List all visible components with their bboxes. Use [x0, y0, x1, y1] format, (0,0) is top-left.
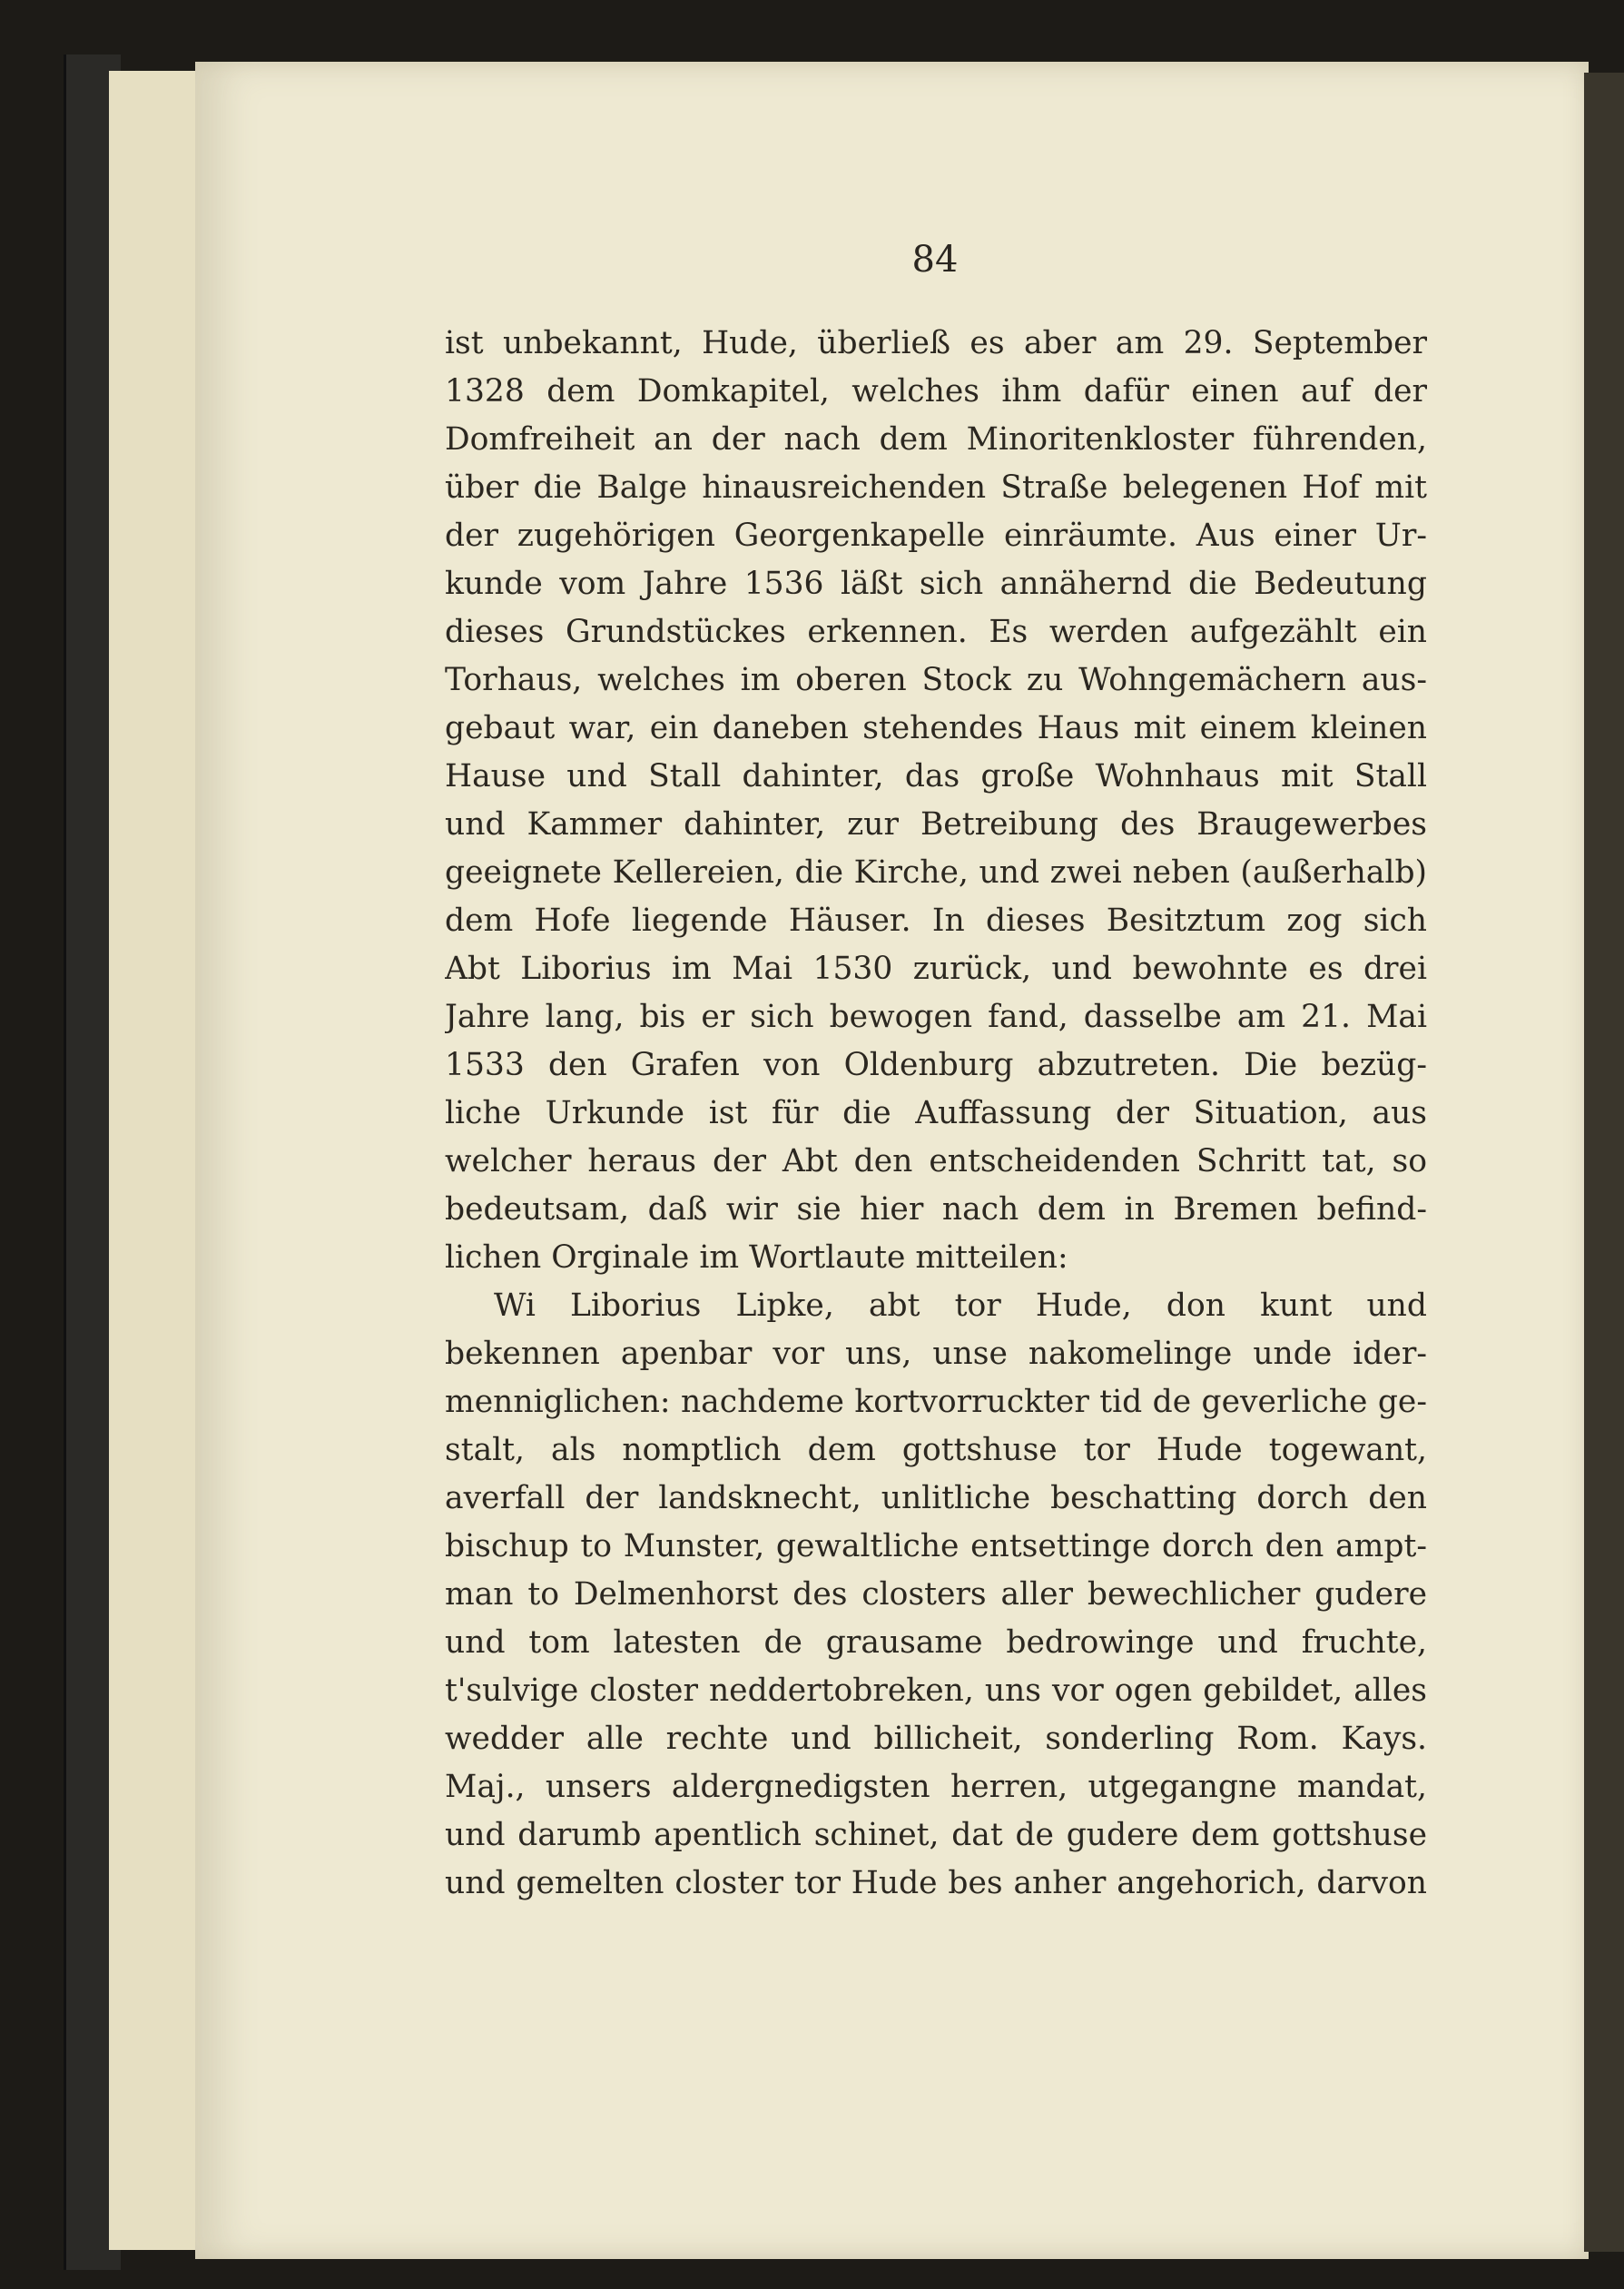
text-line: lichen Orginale im Wortlaute mitteilen: — [445, 1239, 1068, 1276]
text-line: wedder alle rechte und billicheit, sonderling Rom. Kays. — [445, 1721, 1427, 1757]
text-line: und darumb apentlich schinet, dat de gudere dem gottshuse — [445, 1817, 1427, 1853]
text-line: Domfreiheit an der nach dem Minoritenkloster führenden, — [445, 421, 1427, 458]
book-right-rim — [1584, 73, 1624, 2252]
body-text — [445, 320, 1427, 1908]
page-edge — [172, 71, 196, 2250]
text-line: Jahre lang, bis er sich bewogen fand, dasselbe am 21. Mai — [445, 999, 1427, 1035]
text-line: 1533 den Grafen von Oldenburg abzutreten. Die bezüg- — [445, 1047, 1427, 1083]
text-line: der zugehörigen Georgenkapelle einräumte. Aus einer Ur- — [445, 518, 1427, 554]
text-line: Hause und Stall dahinter, das große Wohnhaus mit Stall — [445, 758, 1427, 794]
text-line: gebaut war, ein daneben stehendes Haus mit einem kleinen — [445, 710, 1427, 746]
page-number: 84 — [911, 239, 959, 281]
text-line: man to Delmenhorst des closters aller bewechlicher gudere — [445, 1576, 1427, 1613]
text-line: liche Urkunde ist für die Auffassung der Situation, aus — [445, 1095, 1427, 1131]
text-line: dieses Grundstückes erkennen. Es werden aufgezählt ein — [445, 614, 1427, 650]
text-line: und gemelten closter tor Hude bes anher angehorich, darvon — [445, 1865, 1427, 1901]
text-line: t'sulvige closter neddertobreken, uns vor ogen gebildet, alles — [445, 1672, 1427, 1709]
text-line: Torhaus, welches im oberen Stock zu Wohngemächern aus- — [445, 662, 1427, 698]
text-line: geeignete Kellereien, die Kirche, und zwei neben (außerhalb) — [445, 854, 1427, 891]
text-line: bedeutsam, daß wir sie hier nach dem in Bremen befind- — [445, 1191, 1427, 1228]
text-line: welcher heraus der Abt den entscheidenden Schritt tat, so — [445, 1143, 1427, 1179]
text-line: 1328 dem Domkapitel, welches ihm dafür einen auf der — [445, 373, 1427, 409]
text-line: und tom latesten de grausame bedrowinge und fruchte, — [445, 1624, 1427, 1661]
text-line: menniglichen: nachdeme kortvorruckter tid de geverliche ge- — [445, 1384, 1427, 1420]
text-line: bekennen apenbar vor uns, unse nakomelinge unde ider- — [445, 1336, 1427, 1372]
text-line: bischup to Munster, gewaltliche entsettinge dorch den ampt- — [445, 1528, 1427, 1564]
text-line: dem Hofe liegende Häuser. In dieses Besitztum zog sich — [445, 903, 1427, 939]
text-line: Wi Liborius Lipke, abt tor Hude, don kunt und — [494, 1288, 1427, 1324]
text-line: über die Balge hinausreichenden Straße belegenen Hof mit — [445, 469, 1427, 506]
text-line: und Kammer dahinter, zur Betreibung des Braugewerbes — [445, 806, 1427, 843]
text-line: kunde vom Jahre 1536 läßt sich annähernd die Bedeutung — [445, 566, 1427, 602]
text-line: ist unbekannt, Hude, überließ es aber am 29. September — [445, 325, 1427, 361]
text-line: Abt Liborius im Mai 1530 zurück, und bewohnte es drei — [445, 951, 1427, 987]
text-line: Maj., unsers aldergnedigsten herren, utgegangne mandat, — [445, 1769, 1427, 1805]
text-line: stalt, als nomptlich dem gottshuse tor Hude togewant, — [445, 1432, 1427, 1468]
text-line: averfall der landsknecht, unlitliche beschatting dorch den — [445, 1480, 1427, 1516]
